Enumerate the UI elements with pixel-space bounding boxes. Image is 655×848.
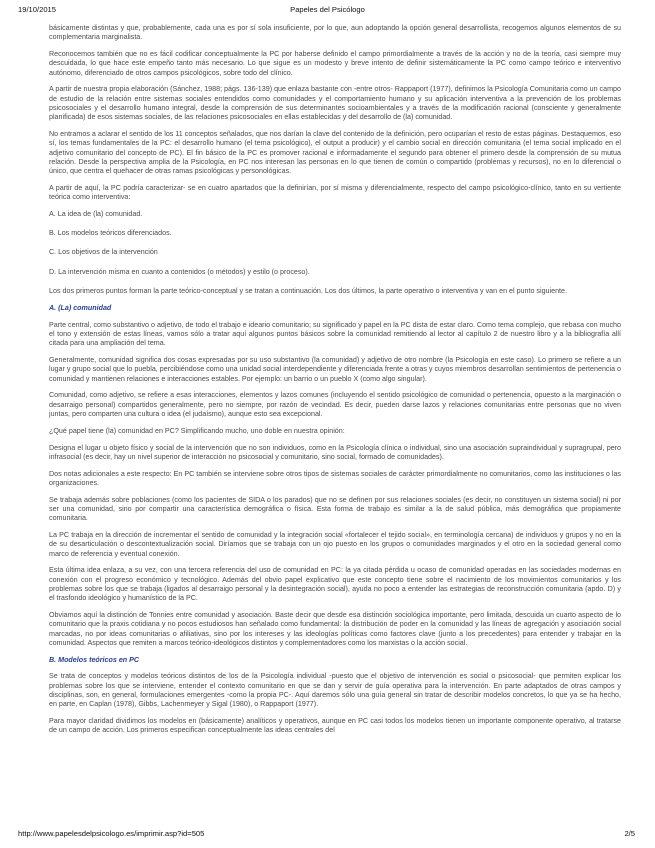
page-header (0, 5, 655, 17)
paragraph: Se trata de conceptos y modelos teóricos distintos de los de la Psicología individual -puesto que el objetivo de intervención es social o psicosocial- que permiten explicar los problemas sobre los que se interviene, entender el contexto comunitario en que se dan y servir de guía operativa para la intervención. En parte adaptados de otras campos y disciplinas, son, en general, formulaciones emergentes -como la propia PC-. Aquí daremos sólo una guía general sin tratar de describir modelos concretos, lo que ya se ha hecho, en parte, en Caplan (1978), Gibbs, Lachenmeyer y Sigal (1980), o Rappaport (1977). (49, 672, 621, 709)
paragraph: Se trabaja además sobre poblaciones (como los pacientes de SIDA o los parados) que no se definen por sus relaciones sociales (es decir, no constituyen un sistema social) ni por ser una comunidad, sino por compartir una característica demográfica o física. Esta forma de trabajo es similar a la de salud pública, más demográfica que propiamente comunitaria. (49, 495, 621, 523)
page-title: Papeles del Psicólogo (290, 5, 365, 14)
list-item: A. La idea de (la) comunidad. (49, 209, 143, 218)
page-footer (0, 829, 655, 841)
paragraph: básicamente distintas y que, probablemente, cada una es por sí sola insuficiente, por lo que, aun adoptando la opción general desarrollista, recogemos algunos elementos de su complementaria marginalista. (49, 24, 621, 42)
paragraph: ¿Qué papel tiene (la) comunidad en PC? Simplificando mucho, uno doble en nuestra opinión: (49, 426, 345, 435)
paragraph: Generalmente, comunidad significa dos cosas expresadas por su uso substantivo (la comunidad) y adjetivo de otro nombre (la Psicología en este caso). Lo primero se refiere a un lugar y grupo social que lo puebla, percibiéndose como una unidad social interdependiente y diferenciada frente a otras y cuyos miembros desarrollan sentimientos de pertenencia o comunidad y mantienen relaciones e interacciones estables. Por ejemplo: un barrio o un pueblo X (como algo singular). (49, 356, 621, 383)
paragraph: Esta última idea enlaza, a su vez, con una tercera referencia del uso de comunidad en PC: la ya citada pérdida u ocaso de comunidad operadas en las sociedades modernas en conexión con el progreso económico y tecnológico. Además del obvio papel explicativo que este concepto tiene sobre el nacimiento de los movimientos comunitarios y los problemas sobre los que se trabaja (ligados al desarraigo personal y la desintegración social), ayuda no poco a entender las estrategias de reconstrucción comunitaria (apdo. D) y el trasfondo ideológico y humanístico de la PC. (49, 566, 621, 603)
paragraph: A partir de aquí, la PC podría caracterizar- se en cuatro apartados que la definirían, por sí misma y diferencialmente, respecto del campo psicológico-clínico, tanto en su vertiente teórica como interventiva: (49, 183, 621, 202)
list-item: C. Los objetivos de la intervención (49, 248, 158, 257)
paragraph: Comunidad, como adjetivo, se refiere a esas interacciones, elementos y lazos comunes (incluyendo el sentido psicológico de comunidad o pertenencia, opuesto a la marginación o desarraigo personal) compartidos generalmente, pero no siempre, por razón de vecindad. Es decir, pueden darse lazos y relaciones comunitarias entre personas que no viven juntas, pero comparten una cultura o idea (el judaísmo), aunque esto sea excepcional. (49, 391, 621, 418)
paragraph: Designa el lugar u objeto físico y social de la intervención que no son individuos, como en la Psicología clínica o individual, sino una asociación supraindividual y supragrupal, pero infrasocial (es decir, hay un nivel superior de interacción no psicosocial y comunitario, sino social, formado de comunidades). (49, 443, 621, 461)
section-heading-a: A. (La) comunidad (49, 303, 112, 312)
paragraph: Dos notas adicionales a este respecto: En PC también se interviene sobre otros tipos de sistemas sociales de carácter primordialmente no comunitarios, como las instituciones o las organizaciones. (49, 469, 621, 487)
paragraph: A partir de nuestra propia elaboración (Sánchez, 1988; págs. 136-139) que enlaza bastante con -entre otros- Rappaport (1977), definimos la Psicología Comunitaria como un campo de estudio de la relación entre sistemas sociales entendidos como comunidades y el comportamiento humano y su aplicación interventiva a la prevención de los problemas psicosociales y el desarrollo humano integral, desde la comprensión de sus determinantes socioambientales y a través de la modificación racional (consciente y generalmente planificada) de esos sistemas sociales, de las relaciones psicosociales en ellas establecidas y del desarrollo de (la) comunidad. (49, 85, 621, 122)
list-item: D. La intervención misma en cuanto a contenidos (o métodos) y estilo (o proceso). (49, 267, 310, 276)
paragraph: No entramos a aclarar el sentido de los 11 conceptos señalados, que nos darían la clave del contenido de la definición, pero ocuparían el resto de estas páginas. Destaquemos, eso sí, los temas fundamentales de la PC: el desarrollo humano (el tema psicológico), el output a producir) y el cambio social en dirección comunitaria (el tema social implicado en el adjetivo comunitario del concepto de PC). El fin básico de la PC es promover racional e informadamente el segundo para obtener el primero desde la comprensión de su mutua relación. Desde la perspectiva amplia de la Psicología, en PC nos interesan las personas en lo que tienen de común o compartido (problemas y recursos), no en lo diferencial o único, que centra el quehacer de otras ramas psicológicas y personológicas. (49, 130, 621, 176)
article-body (49, 24, 621, 743)
paragraph: La PC trabaja en la dirección de incrementar el sentido de comunidad y la integración social «fortalecer el tejido social», en terminología cercana) de individuos y grupos y no en la de su desarticulación o descontextualización social. Diríamos que se trabaja con un ojo puesto en los grupos o comunidades marginados y el otro en la sociedad general como marco de referencia y eventual conexión. (49, 531, 621, 558)
page-number: 2/5 (624, 829, 635, 838)
paragraph: Obviamos aquí la distinción de Tonnies entre comunidad y asociación. Baste decir que desde esa distinción sociológica importante, pero limitada, descuida un cuarto aspecto de lo comunitario que la praxis cotidiana y no pocos estudiosos han señalado como fundamental: la distribución de poder en la comunidad y las líneas de agregación y asociación social marcadas, no por ideas comunitarias o afiliativas, sino por los intereses y las ideologías políticas como factores clave (junto a los precedentes) para entender y trabajar en la comunidad. Aspectos que remiten a marcos teórico-ideológicos distintos y complementadores como los marxistas o la acción social. (49, 611, 621, 647)
paragraph: Reconocemos también que no es fácil codificar conceptualmente la PC por haberse definido el campo primordialmente a través de la acción y no de la teoría, casi siempre muy descuidada, lo que hace este empeño tanto más necesario. Lo que sigue es un modesto y breve intento de definir sistemáticamente la PC como campo teórico e interventivo autónomo, diferenciado de otros campos psicológicos, sobre todo del clínico. (49, 50, 621, 77)
paragraph: Los dos primeros puntos forman la parte teórico-conceptual y se tratan a continuación. Los dos últimos, la parte operativo o interventiva y van en el punto siguiente. (49, 286, 567, 295)
paragraph: Parte central, como substantivo o adjetivo, de todo el trabajo e ideario comunitario; su significado y papel en la PC dista de estar claro. Como tema complejo, que rebasa con mucho el tono y extensión de estas líneas, vamos sólo a tratar aquí algunos puntos básicos sobre la comunidad remitiendo al lector al capítulo 2 de nuestro libro y a la bibliografía allí citada para una ampliación del tema. (49, 320, 621, 348)
list-item: B. Los modelos teóricos diferenciados. (49, 229, 172, 238)
section-heading-b: B. Modelos teóricos en PC (49, 655, 140, 664)
print-date: 19/10/2015 (18, 5, 57, 14)
paragraph: Para mayor claridad dividimos los modelos en (básicamente) analíticos y operativos, aunque en PC casi todos los modelos tienen un importante componente operativo, al tratarse de un campo de acción. Los primeros especifican conceptualmente las ideas centrales del (49, 717, 621, 735)
page-url[interactable]: http://www.papelesdelpsicologo.es/imprimir.asp?id=505 (18, 829, 205, 838)
